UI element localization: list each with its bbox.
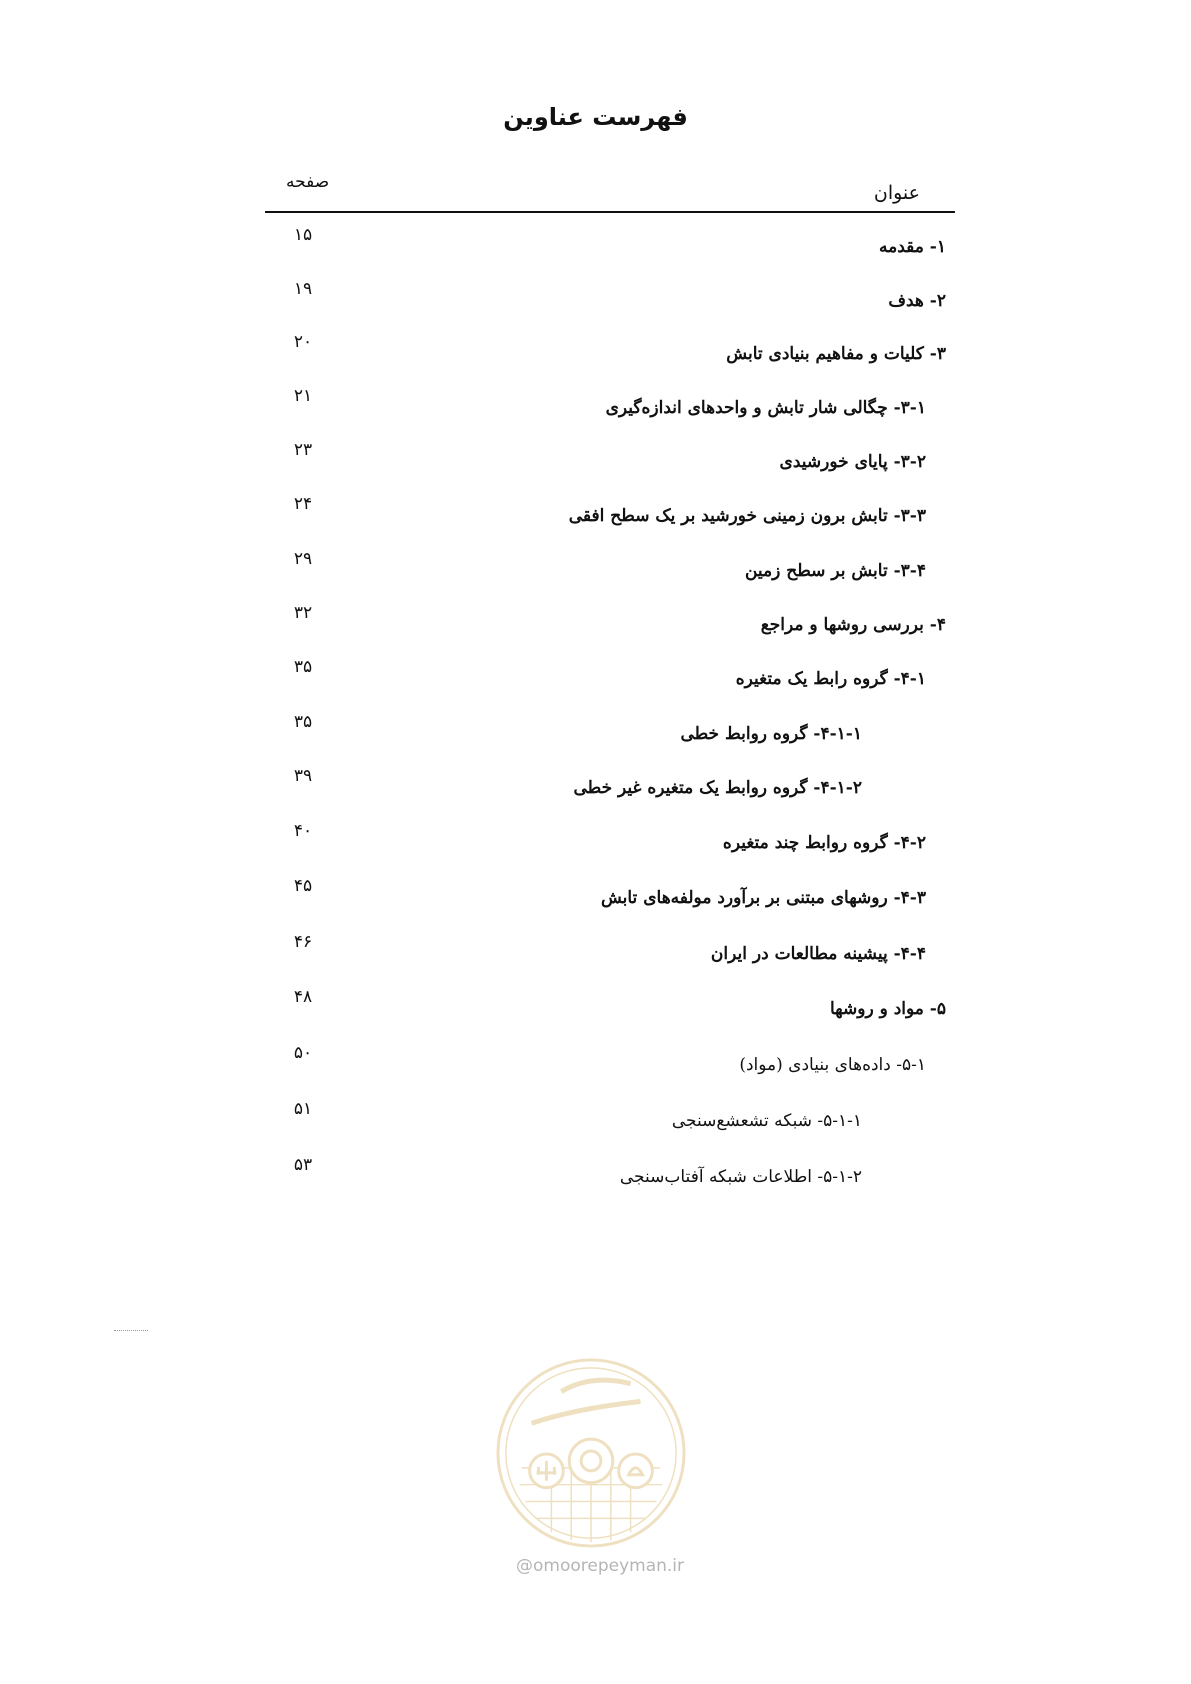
watermark-site: @omoorepeyman.ir bbox=[515, 1556, 685, 1576]
watermark-seal-logo bbox=[492, 1354, 690, 1552]
toc-row bbox=[0, 657, 1191, 697]
toc-entry-label: ۳-۱- چگالی شار تابش و واحدهای اندازه‌گیری bbox=[605, 398, 926, 418]
toc-entry-label: ۳-۲- پایای خورشیدی bbox=[779, 452, 926, 472]
toc-entry-page: ۵۳ bbox=[293, 1155, 313, 1175]
toc-row bbox=[0, 279, 1191, 319]
toc-row bbox=[0, 712, 1191, 752]
toc-row bbox=[0, 932, 1191, 972]
toc-entry-page: ۵۰ bbox=[293, 1043, 313, 1063]
toc-entry-label: ۱- مقدمه bbox=[879, 237, 946, 257]
toc-entry-page: ۳۵ bbox=[293, 712, 313, 732]
toc-entry-page: ۴۶ bbox=[293, 932, 313, 952]
toc-row bbox=[0, 603, 1191, 643]
toc-entry-label: ۳- کلیات و مفاهیم بنیادی تابش bbox=[726, 344, 946, 364]
toc-row bbox=[0, 549, 1191, 589]
toc-entry-label: ۳-۴- تابش بر سطح زمین bbox=[744, 561, 926, 581]
toc-row bbox=[0, 1155, 1191, 1195]
toc-row bbox=[0, 225, 1191, 265]
toc-entry-page: ۳۵ bbox=[293, 657, 313, 677]
toc-entry-page: ۴۵ bbox=[293, 876, 313, 896]
toc-entry-page: ۴۸ bbox=[293, 987, 313, 1007]
toc-entry-page: ۱۵ bbox=[293, 225, 313, 245]
toc-entry-label: ۵-۱- داده‌های بنیادی (مواد) bbox=[739, 1055, 926, 1075]
toc-entry-page: ۳۲ bbox=[293, 603, 313, 623]
toc-entry-label: ۴-۳- روشهای مبتنی بر برآورد مولفه‌های تابش bbox=[600, 888, 926, 908]
toc-entry-label: ۵- مواد و روشها bbox=[829, 999, 946, 1019]
toc-entry-page: ۲۹ bbox=[293, 549, 313, 569]
toc-entry-label: ۴-۱- گروه رابط یک متغیره bbox=[735, 669, 926, 689]
toc-title: فهرست عناوین bbox=[503, 103, 688, 131]
toc-row bbox=[0, 1099, 1191, 1139]
toc-entry-label: ۴-۱-۲- گروه روابط یک متغیره غیر خطی bbox=[573, 778, 862, 798]
toc-row bbox=[0, 494, 1191, 534]
toc-row bbox=[0, 821, 1191, 861]
toc-entry-label: ۴- بررسی روشها و مراجع bbox=[760, 615, 946, 635]
toc-row bbox=[0, 876, 1191, 916]
toc-row bbox=[0, 1043, 1191, 1083]
toc-row bbox=[0, 386, 1191, 426]
toc-entry-label: ۳-۳- تابش برون زمینی خورشید بر یک سطح افقی bbox=[568, 506, 926, 526]
toc-entry-page: ۳۹ bbox=[293, 766, 313, 786]
toc-row bbox=[0, 987, 1191, 1027]
toc-entry-label: ۴-۲- گروه روابط چند متغیره bbox=[722, 833, 926, 853]
toc-entry-page: ۱۹ bbox=[293, 279, 313, 299]
toc-row bbox=[0, 766, 1191, 806]
toc-entry-label: ۴-۱-۱- گروه روابط خطی bbox=[680, 724, 862, 744]
toc-entry-page: ۵۱ bbox=[293, 1099, 313, 1119]
header-rule bbox=[265, 211, 955, 213]
toc-entry-label: ۲- هدف bbox=[888, 291, 946, 311]
scan-speck bbox=[114, 1330, 148, 1331]
toc-entry-page: ۲۳ bbox=[293, 440, 313, 460]
toc-entry-label: ۵-۱-۲- اطلاعات شبکه آفتاب‌سنجی bbox=[619, 1167, 862, 1187]
toc-entry-page: ۲۰ bbox=[293, 332, 313, 352]
toc-row bbox=[0, 332, 1191, 372]
toc-entry-page: ۲۱ bbox=[293, 386, 313, 406]
toc-entry-label: ۵-۱-۱- شبکه تشعشع‌سنجی bbox=[671, 1111, 862, 1131]
toc-row bbox=[0, 440, 1191, 480]
column-header-title: عنوان bbox=[873, 182, 920, 204]
column-header-page: صفحه bbox=[286, 172, 330, 192]
toc-entry-page: ۲۴ bbox=[293, 494, 313, 514]
toc-entry-page: ۴۰ bbox=[293, 821, 313, 841]
toc-entry-label: ۴-۴- پیشینه مطالعات در ایران bbox=[710, 944, 926, 964]
